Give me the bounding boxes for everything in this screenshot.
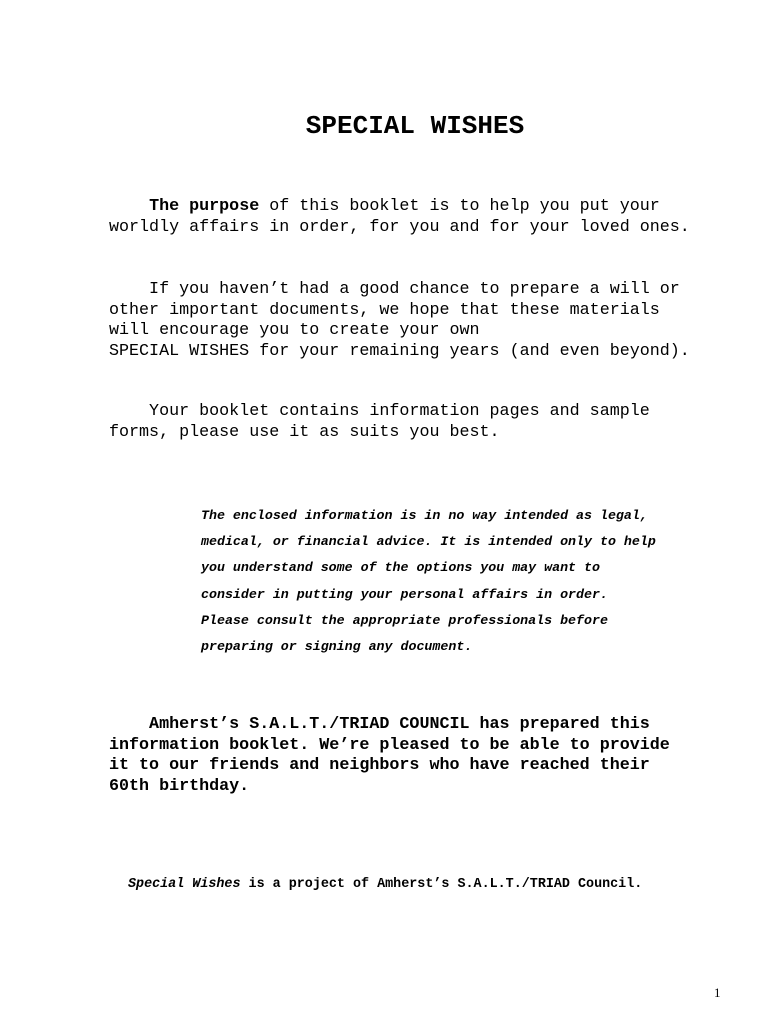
page-title: SPECIAL WISHES — [305, 111, 525, 141]
will-paragraph — [109, 280, 749, 362]
purpose-line-2: worldly affairs in order, for you and for your loved ones. — [109, 217, 690, 237]
council-line-2: information booklet. We’re pleased to be able to provide — [109, 735, 670, 755]
council-line-4: 60th birthday. — [109, 776, 250, 796]
will-line-3: will encourage you to create your own — [109, 321, 480, 341]
purpose-lead: The purpose — [149, 197, 260, 216]
disclaimer-block — [201, 503, 761, 660]
will-line-4: SPECIAL WISHES for your remaining years (and even beyond). — [109, 341, 690, 361]
project-credit-italic: Special Wishes — [128, 877, 241, 892]
disclaimer-line-4: consider in putting your personal affairs in order. — [201, 586, 608, 602]
page-number: 1 — [714, 985, 721, 1000]
council-paragraph — [109, 715, 749, 797]
booklet-line-1: Your booklet contains information pages and sample — [109, 402, 650, 421]
council-line-3: it to our friends and neighbors who have reached their — [109, 756, 650, 776]
project-credit — [128, 875, 642, 895]
disclaimer-line-6: preparing or signing any document. — [201, 639, 473, 655]
project-credit-text: is a project of Amherst’s S.A.L.T./TRIAD Council. — [240, 877, 643, 892]
purpose-paragraph — [109, 197, 749, 238]
will-line-2: other important documents, we hope that these materials — [109, 300, 660, 320]
purpose-line-1: of this booklet is to help you put your — [259, 197, 660, 216]
disclaimer-line-1: The enclosed information is in no way intended as legal, — [201, 508, 648, 523]
disclaimer-line-2: medical, or financial advice. It is intended only to help — [201, 534, 656, 550]
disclaimer-line-5: Please consult the appropriate professionals before — [201, 612, 608, 628]
indent — [109, 197, 149, 216]
will-line-1: If you haven’t had a good chance to prepare a will or — [109, 280, 680, 299]
booklet-paragraph — [109, 402, 749, 443]
council-line-1: Amherst’s S.A.L.T./TRIAD COUNCIL has prepared this — [109, 715, 650, 734]
booklet-line-2: forms, please use it as suits you best. — [109, 422, 500, 442]
disclaimer-line-3: you understand some of the options you may want to — [201, 560, 600, 576]
